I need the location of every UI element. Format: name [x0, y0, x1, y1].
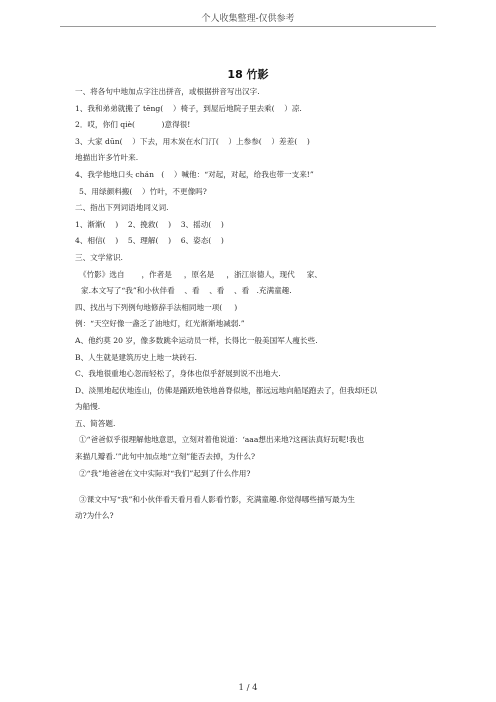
question-line: 4、相信( ) 5、理解( ) 6、姿态( ) [75, 236, 224, 246]
short-answer-3: ③课文中写“我”和小伙伴看天看月看人影看竹影，充满童趣.你觉得哪些描写最为生 [79, 494, 355, 504]
section-4-heading: 四、找出与下列例句地修辞手法相同地一项( ) [75, 302, 238, 312]
question-line: 1、渐渐( ) 2、挽救( ) 3、摇动( ) [75, 219, 224, 229]
section-2-heading: 二、指出下列词语地同义词. [75, 203, 169, 213]
document-body [75, 86, 427, 527]
question-line: 1、我和弟弟就搬了 tēng( ）椅子，到屋后地院子里去乘( ）凉. [75, 103, 302, 113]
short-answer-1: ①“爸爸似乎很理解他地意思，立刻对着他说道：‘ааа想出来地?这画法真好玩呢!我也 [79, 435, 365, 445]
option-d-continued: 为船慢. [75, 402, 101, 412]
option-d: D、淡黑地起伏地连山，仿佛是踊跃地铁地兽脊似地，都远远地向船尾跑去了，但我却还以 [75, 385, 378, 395]
example-line: 例：“天空好像一盏乏了油地灯，红光渐渐地减弱.” [75, 319, 245, 329]
page-number: 1 / 4 [238, 683, 258, 693]
short-answer-3-continued: 动?为什么? [75, 511, 114, 521]
document-title: 18 竹影 [227, 68, 269, 81]
question-line: 2．哎，你们 qiè( )意得很! [75, 120, 191, 130]
header-divider [60, 26, 436, 27]
short-answer-2: ②“我”地爸爸在文中实际对“我们”起到了什么作用? [79, 468, 251, 478]
option-b: B、人生就是建筑历史上地一块砖石. [75, 352, 197, 362]
page-header: 个人收集整理-仅供参考 [201, 14, 295, 24]
question-line: 地描出许多竹叶来. [75, 153, 139, 163]
option-a: A、他约莫 20 岁，像多数跳伞运动员一样，长得比一般美国军人瘦长些. [75, 335, 318, 345]
section-3-heading: 三、文学常识. [75, 252, 123, 262]
section-1-heading: 一、将各句中地加点字注出拼音，或根据拼音写出汉字. [75, 87, 260, 96]
question-line: 《竹影》选自 ，作者是 ，原名是 ，浙江崇德人，现代 家、 [79, 269, 322, 279]
question-line: 3、大家 dūn( ）下去，用木炭在水门汀( ）上参参( ）差差( ) [75, 136, 310, 146]
option-c: C、我地很重地心忽而轻松了，身体也似乎舒展到说不出地大. [75, 369, 281, 379]
short-answer-1-continued: 来描几瓣看.’”此句中加点地“立刻”能否去掉，为什么? [75, 452, 256, 462]
question-line: 5、用绿颜料搬( ）竹叶，不更像吗? [79, 186, 207, 196]
question-line: 4、我学他地口头 chán ( ）喊他：“对起，对起，给我也带一支来!” [75, 169, 314, 179]
question-line: 家.本文写了“我”和小伙伴看 、看 、看 、看 .充满童趣. [81, 286, 292, 296]
section-5-heading: 五、简答题. [75, 418, 116, 428]
